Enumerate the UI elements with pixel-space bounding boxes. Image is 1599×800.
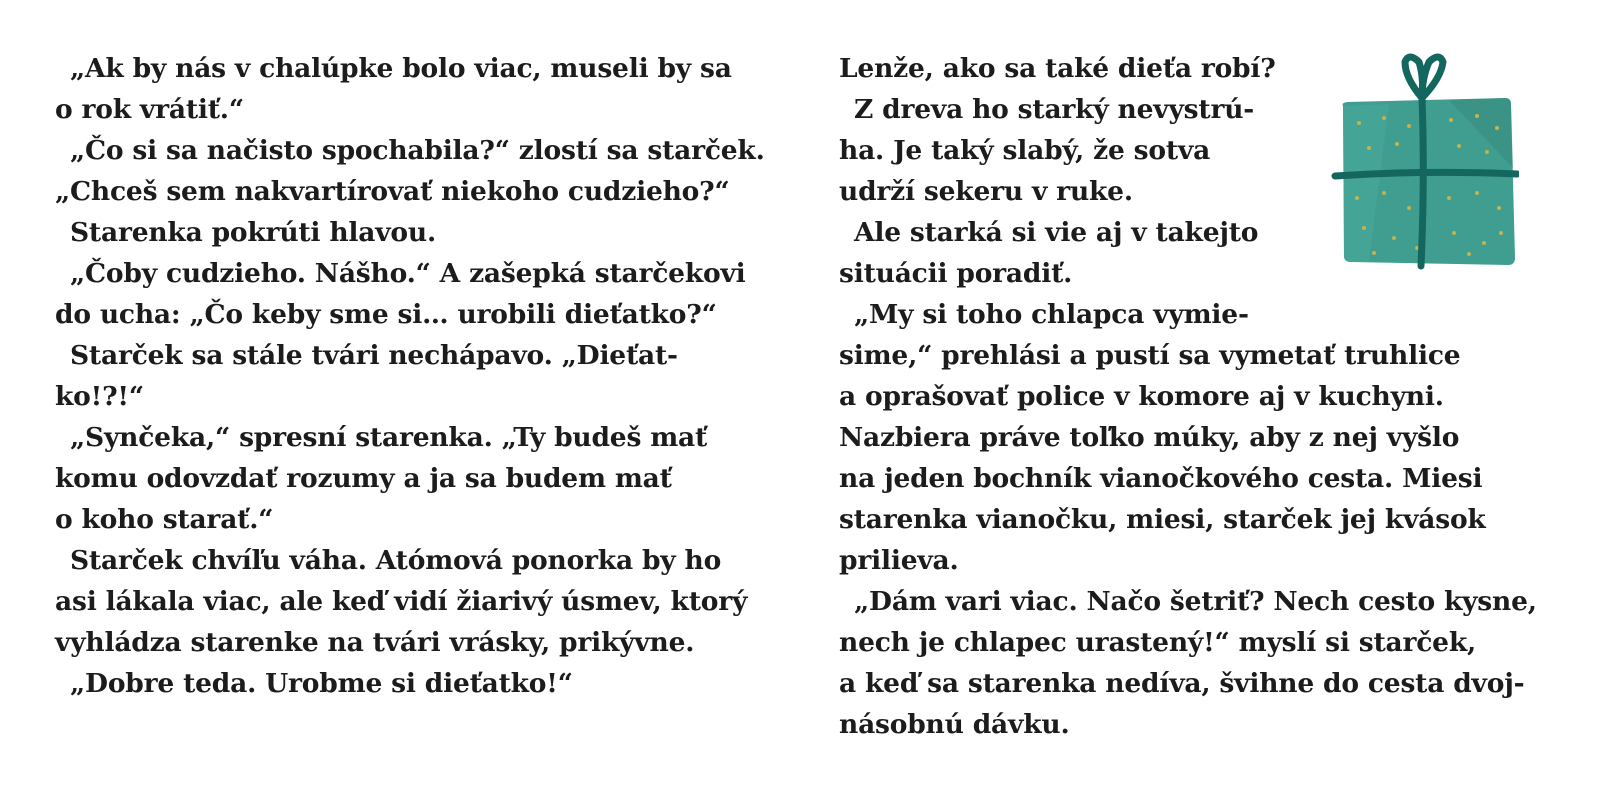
text-line: násobnú dávku. bbox=[839, 709, 1070, 740]
text-line: a oprašovať police v komore aj v kuchyni. bbox=[839, 381, 1444, 412]
text-line: ha. Je taký slabý, že sotva bbox=[839, 135, 1211, 166]
text-line: sime,“ prehlási a pustí sa vymetať truhlice bbox=[839, 340, 1461, 371]
left-page-text bbox=[55, 48, 785, 704]
text-line: „Dám vari viac. Načo šetriť? Nech cesto kysne, bbox=[854, 586, 1537, 617]
text-line: udrží sekeru v ruke. bbox=[839, 176, 1133, 207]
text-line: Starček chvíľu váha. Atómová ponorka by ho bbox=[70, 545, 722, 576]
text-line: „Dobre teda. Urobme si dieťatko!“ bbox=[70, 668, 573, 699]
text-line: a keď sa starenka nedíva, švihne do cesta dvoj- bbox=[839, 668, 1525, 699]
gift-ribbon-horizontal bbox=[1335, 172, 1517, 176]
text-line: komu odovzdať rozumy a ja sa budem mať bbox=[55, 463, 672, 494]
gift-ribbon-vertical bbox=[1421, 98, 1423, 266]
text-line: Z dreva ho starký nevystrú- bbox=[854, 94, 1255, 125]
text-line: „Čoby cudzieho. Nášho.“ A zašepká starčekovi bbox=[70, 258, 746, 289]
gift-box-icon bbox=[1329, 48, 1519, 273]
text-line: Lenže, ako sa také dieťa robí? bbox=[839, 53, 1276, 84]
text-line: do ucha: „Čo keby sme si… urobili dieťatko?“ bbox=[55, 299, 717, 330]
text-line: „Chceš sem nakvartírovať niekoho cudzieho?“ bbox=[55, 176, 730, 207]
left-page bbox=[0, 0, 799, 800]
text-line: nech je chlapec urastený!“ myslí si starček, bbox=[839, 627, 1477, 658]
text-line: ko!?!“ bbox=[55, 381, 144, 412]
text-line: o koho starať.“ bbox=[55, 504, 274, 535]
text-line: „Čo si sa načisto spochabila?“ zlostí sa starček. bbox=[70, 135, 765, 166]
text-line: na jeden bochník vianočkového cesta. Miesi bbox=[839, 463, 1483, 494]
text-line: Starenka pokrúti hlavou. bbox=[70, 217, 436, 248]
text-line: „Synčeka,“ spresní starenka. „Ty budeš mať bbox=[70, 422, 708, 453]
text-line: „My si toho chlapca vymie- bbox=[854, 299, 1249, 330]
text-line: vyhládza starenke na tvári vrásky, prikývne. bbox=[55, 627, 695, 658]
gift-bow bbox=[1405, 57, 1443, 98]
text-line: Ale starká si vie aj v takejto bbox=[854, 217, 1259, 248]
text-line: prilieva. bbox=[839, 545, 959, 576]
text-line: starenka vianočku, miesi, starček jej kvások bbox=[839, 504, 1486, 535]
text-line: Starček sa stále tvári nechápavo. „Dieťat- bbox=[70, 340, 678, 371]
text-line: situácii poradiť. bbox=[839, 258, 1073, 289]
text-line: o rok vrátiť.“ bbox=[55, 94, 244, 125]
text-line: „Ak by nás v chalúpke bolo viac, museli by sa bbox=[70, 53, 732, 84]
text-line: asi lákala viac, ale keď vidí žiarivý úsmev, ktorý bbox=[55, 586, 748, 617]
text-line: Nazbiera práve toľko múky, aby z nej vyšlo bbox=[839, 422, 1460, 453]
right-page bbox=[799, 0, 1599, 800]
